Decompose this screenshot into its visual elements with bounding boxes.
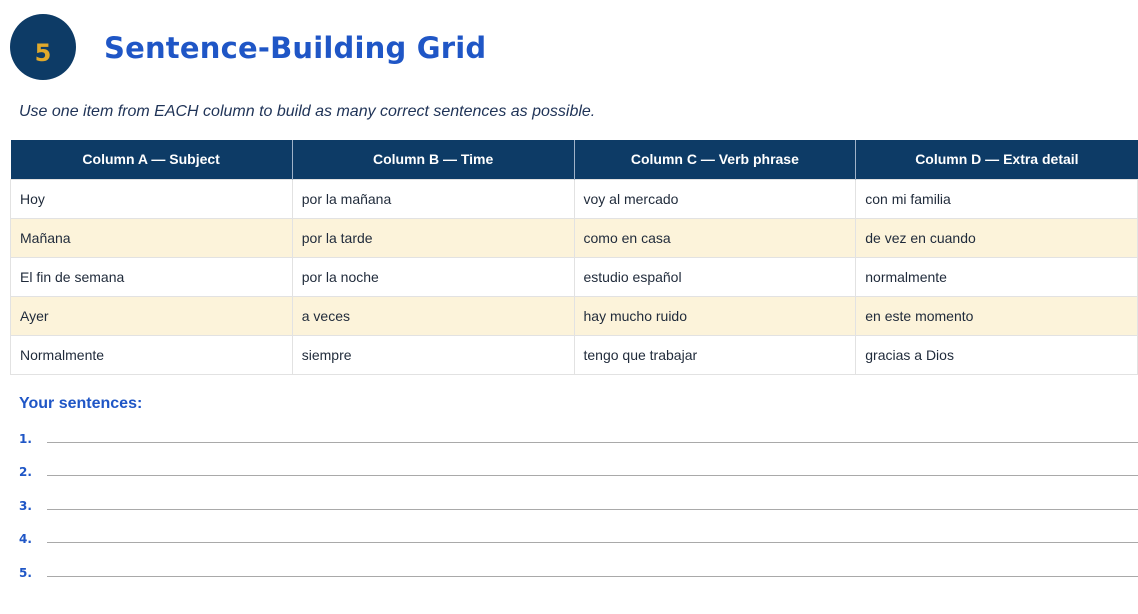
table-cell: por la mañana [292,179,574,218]
table-cell: gracias a Dios [856,335,1138,374]
answer-line[interactable] [47,576,1138,577]
section-number: 5 [34,39,52,67]
sentences-heading: Your sentences: [19,395,143,412]
answer-line[interactable] [47,542,1138,543]
table-cell: estudio español [574,257,856,296]
column-header-d: Column D — Extra detail [856,140,1138,179]
table-cell: voy al mercado [574,179,856,218]
column-header-a: Column A — Subject [11,140,293,179]
table-header-row [11,140,1138,179]
table-cell: a veces [292,296,574,335]
answer-line[interactable] [47,475,1138,476]
table-cell: Hoy [11,179,293,218]
column-header-b: Column B — Time [292,140,574,179]
table-cell: El fin de semana [11,257,293,296]
table-row [11,218,1138,257]
table-row [11,257,1138,296]
table-row [11,296,1138,335]
sentence-number: 1. [19,432,32,446]
table-cell: Normalmente [11,335,293,374]
section-number-badge [10,14,76,80]
sentence-answer-row [19,463,1138,485]
sentence-number: 2. [19,465,32,479]
table-cell: siempre [292,335,574,374]
table-cell: como en casa [574,218,856,257]
table-cell: tengo que trabajar [574,335,856,374]
sentence-answer-row [19,564,1138,586]
table-cell: Mañana [11,218,293,257]
table-cell: hay mucho ruido [574,296,856,335]
column-header-c: Column C — Verb phrase [574,140,856,179]
table-cell: normalmente [856,257,1138,296]
table-row [11,179,1138,218]
sentence-number: 3. [19,499,32,513]
table-row [11,335,1138,374]
sentence-number: 4. [19,532,32,546]
table-cell: por la tarde [292,218,574,257]
page-title: Sentence-Building Grid [104,31,487,65]
answer-line[interactable] [47,509,1138,510]
sentence-answer-row [19,430,1138,452]
table-cell: de vez en cuando [856,218,1138,257]
sentence-number: 5. [19,566,32,580]
table-cell: por la noche [292,257,574,296]
sentence-answer-row [19,497,1138,519]
table-cell: en este momento [856,296,1138,335]
table-cell: con mi familia [856,179,1138,218]
instructions-text: Use one item from EACH column to build as many correct sentences as possible. [19,103,596,120]
sentence-grid-table [10,140,1138,375]
table-cell: Ayer [11,296,293,335]
sentence-answer-row [19,530,1138,552]
answer-line[interactable] [47,442,1138,443]
